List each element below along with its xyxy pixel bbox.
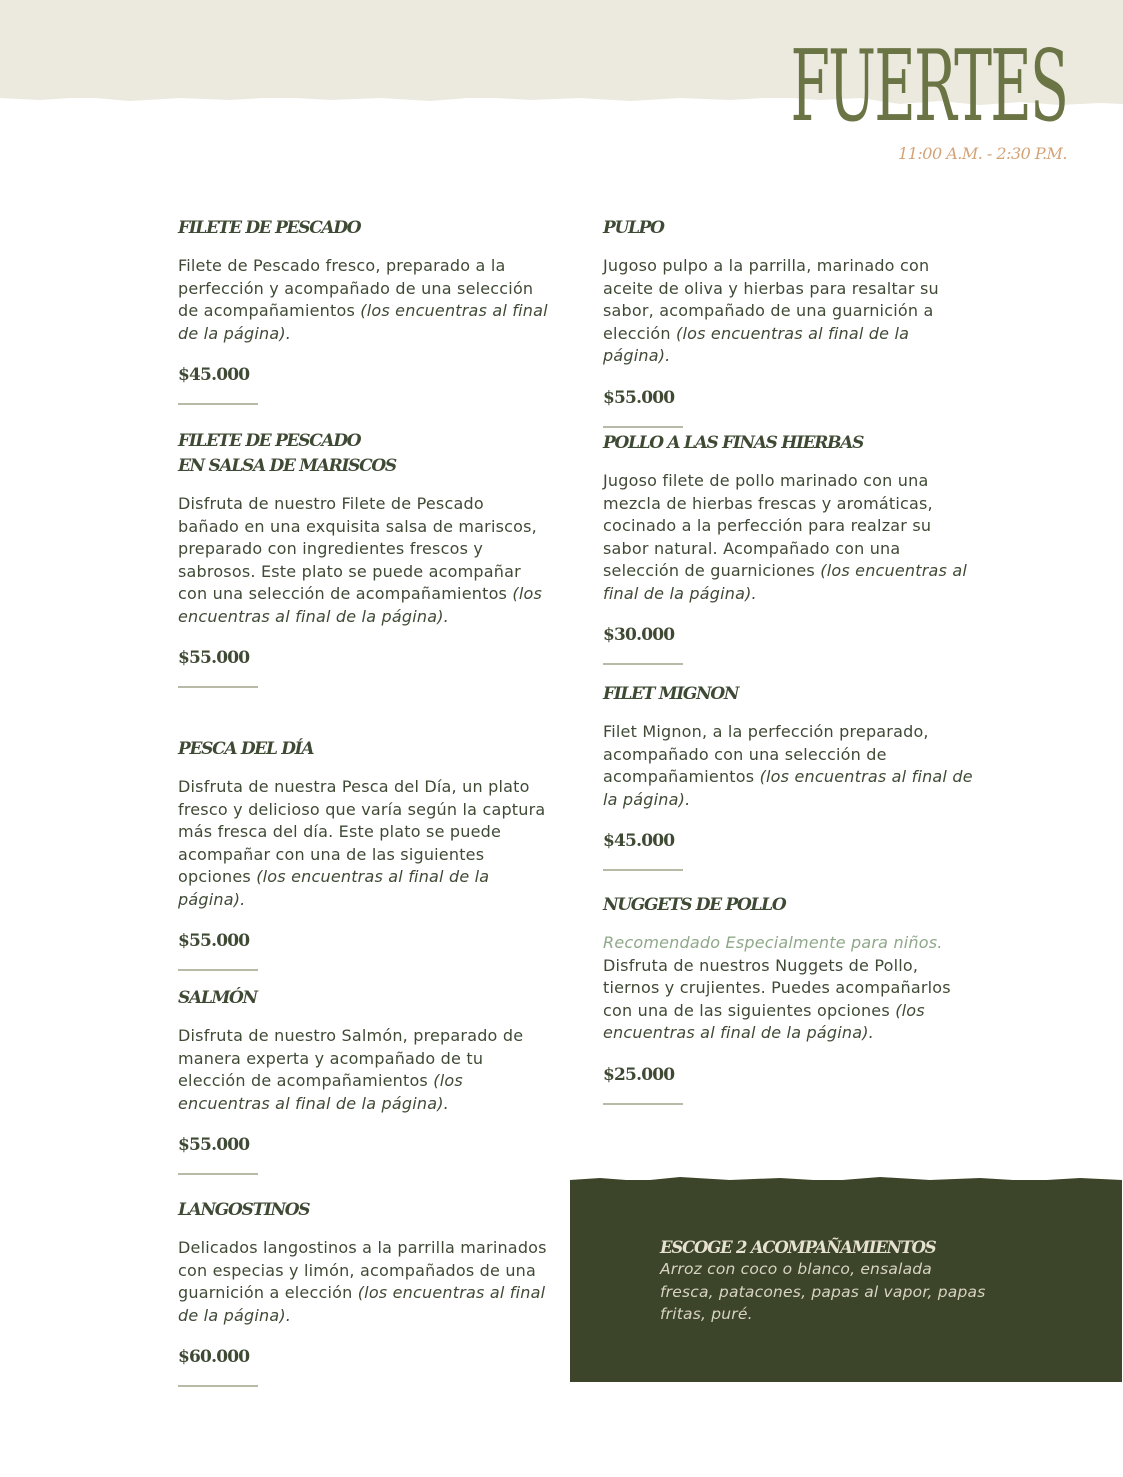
item-description	[603, 255, 973, 368]
item-note: (los encuentras al final de la página).	[603, 561, 967, 603]
divider	[603, 1103, 683, 1105]
item-name: FILETE DE PESCADO	[178, 218, 361, 238]
torn-edge-top	[570, 1174, 1122, 1186]
item-price: $45.000	[603, 831, 675, 851]
item-price: $45.000	[178, 365, 250, 385]
divider	[178, 1173, 258, 1175]
menu-item-salmon	[178, 986, 548, 1175]
kids-recommendation: Recomendado Especialmente para niños.	[603, 933, 943, 952]
item-note: (los encuentras al final de la página).	[178, 584, 543, 626]
item-name: POLLO A LAS FINAS HIERBAS	[603, 433, 864, 453]
item-note: (los encuentras al final de la página).	[178, 301, 548, 343]
item-desc-text: Jugoso pulpo a la parrilla, marinado con aceite de oliva y hierbas para resaltar su sabor, acompañado de una guarnición a elección	[603, 256, 939, 343]
divider	[178, 1385, 258, 1387]
item-name-line2: EN SALSA DE MARISCOS	[178, 456, 396, 476]
divider	[603, 869, 683, 871]
menu-item-pulpo	[603, 216, 973, 428]
sides-options: Arroz con coco o blanco, ensalada fresca, patacones, papas al vapor, papas fritas, puré.	[660, 1260, 986, 1323]
divider	[178, 969, 258, 971]
item-price: $55.000	[178, 648, 250, 668]
item-desc-text: Jugoso filete de pollo marinado con una mezcla de hierbas frescas y aromáticas, cocinado a la perfección para realzar su sabor natural. Acompañado con una selección de guarniciones	[603, 471, 933, 580]
item-desc-text: Disfruta de nuestros Nuggets de Pollo, tiernos y crujientes. Puedes acompañarlos con una de las siguientes opciones	[603, 955, 951, 1020]
item-description	[178, 776, 548, 911]
item-price: $30.000	[603, 625, 675, 645]
item-desc-text: Delicados langostinos a la parrilla marinados con especias y limón, acompañados de una guarnición a elección	[178, 1238, 547, 1302]
divider	[603, 663, 683, 665]
item-note: (los encuentras al final de la página).	[603, 1000, 925, 1042]
item-name: FILET MIGNON	[603, 684, 739, 704]
item-desc-text: Disfruta de nuestro Salmón, preparado de manera experta y acompañado de tu elección de acompañamientos	[178, 1026, 524, 1090]
menu-item-filete-pescado	[178, 216, 548, 405]
menu-item-pollo-hierbas	[603, 431, 973, 665]
item-description	[178, 493, 548, 628]
item-name: NUGGETS DE POLLO	[603, 895, 786, 915]
item-price: $55.000	[603, 387, 675, 408]
item-name: SALMÓN	[178, 988, 257, 1008]
item-note: (los encuentras al final de la página).	[603, 323, 910, 365]
item-note: (los encuentras al final de la página).	[178, 1071, 463, 1113]
item-desc-text: Disfruta de nuestro Filete de Pescado bañado en una exquisita salsa de mariscos, preparado con ingredientes frescos y sabrosos. Este plato se puede acompañar con una selección de acompañamientos	[178, 494, 537, 603]
menu-item-langostinos	[178, 1198, 548, 1387]
service-hours: 11:00 A.M. - 2:30 P.M.	[898, 144, 1067, 163]
item-price: $55.000	[178, 1135, 250, 1155]
item-name: LANGOSTINOS	[178, 1200, 310, 1220]
item-name	[178, 429, 548, 479]
item-note: (los encuentras al final de la página).	[178, 867, 490, 909]
item-price: $60.000	[178, 1347, 250, 1367]
menu-item-filet-mignon	[603, 682, 973, 871]
menu-item-nuggets	[603, 893, 973, 1105]
menu-item-pesca-dia	[178, 737, 548, 971]
item-name-line1: FILETE DE PESCADO	[178, 431, 361, 451]
item-desc-text: Disfruta de nuestra Pesca del Día, un plato fresco y delicioso que varía según la captura más fresca del día. Este plato se puede acompañar con una de las siguientes opciones	[178, 777, 546, 886]
sides-box	[570, 1180, 1122, 1382]
menu-item-filete-mariscos	[178, 429, 548, 688]
item-price: $25.000	[603, 1064, 675, 1085]
item-name: PULPO	[603, 218, 664, 238]
item-name: PESCA DEL DÍA	[178, 739, 314, 759]
item-note: (los encuentras al final de la página).	[178, 1283, 546, 1325]
item-description	[603, 470, 973, 605]
item-description	[178, 255, 548, 345]
divider	[603, 426, 683, 428]
item-note: (los encuentras al final de la página).	[603, 767, 973, 809]
item-description	[178, 1025, 548, 1115]
item-description	[603, 932, 973, 1045]
item-description	[603, 721, 973, 811]
divider	[178, 686, 258, 688]
sides-title: ESCOGE 2 ACOMPAÑAMIENTOS	[660, 1238, 936, 1257]
item-desc-text: Filete de Pescado fresco, preparado a la perfección y acompañado de una selección de acompañamientos	[178, 256, 534, 320]
item-description	[178, 1237, 548, 1327]
item-price: $55.000	[178, 931, 250, 951]
item-desc-text: Filet Mignon, a la perfección preparado, acompañado con una selección de acompañamientos	[603, 722, 929, 786]
page-title: FUERTES	[790, 30, 1067, 144]
divider	[178, 403, 258, 405]
